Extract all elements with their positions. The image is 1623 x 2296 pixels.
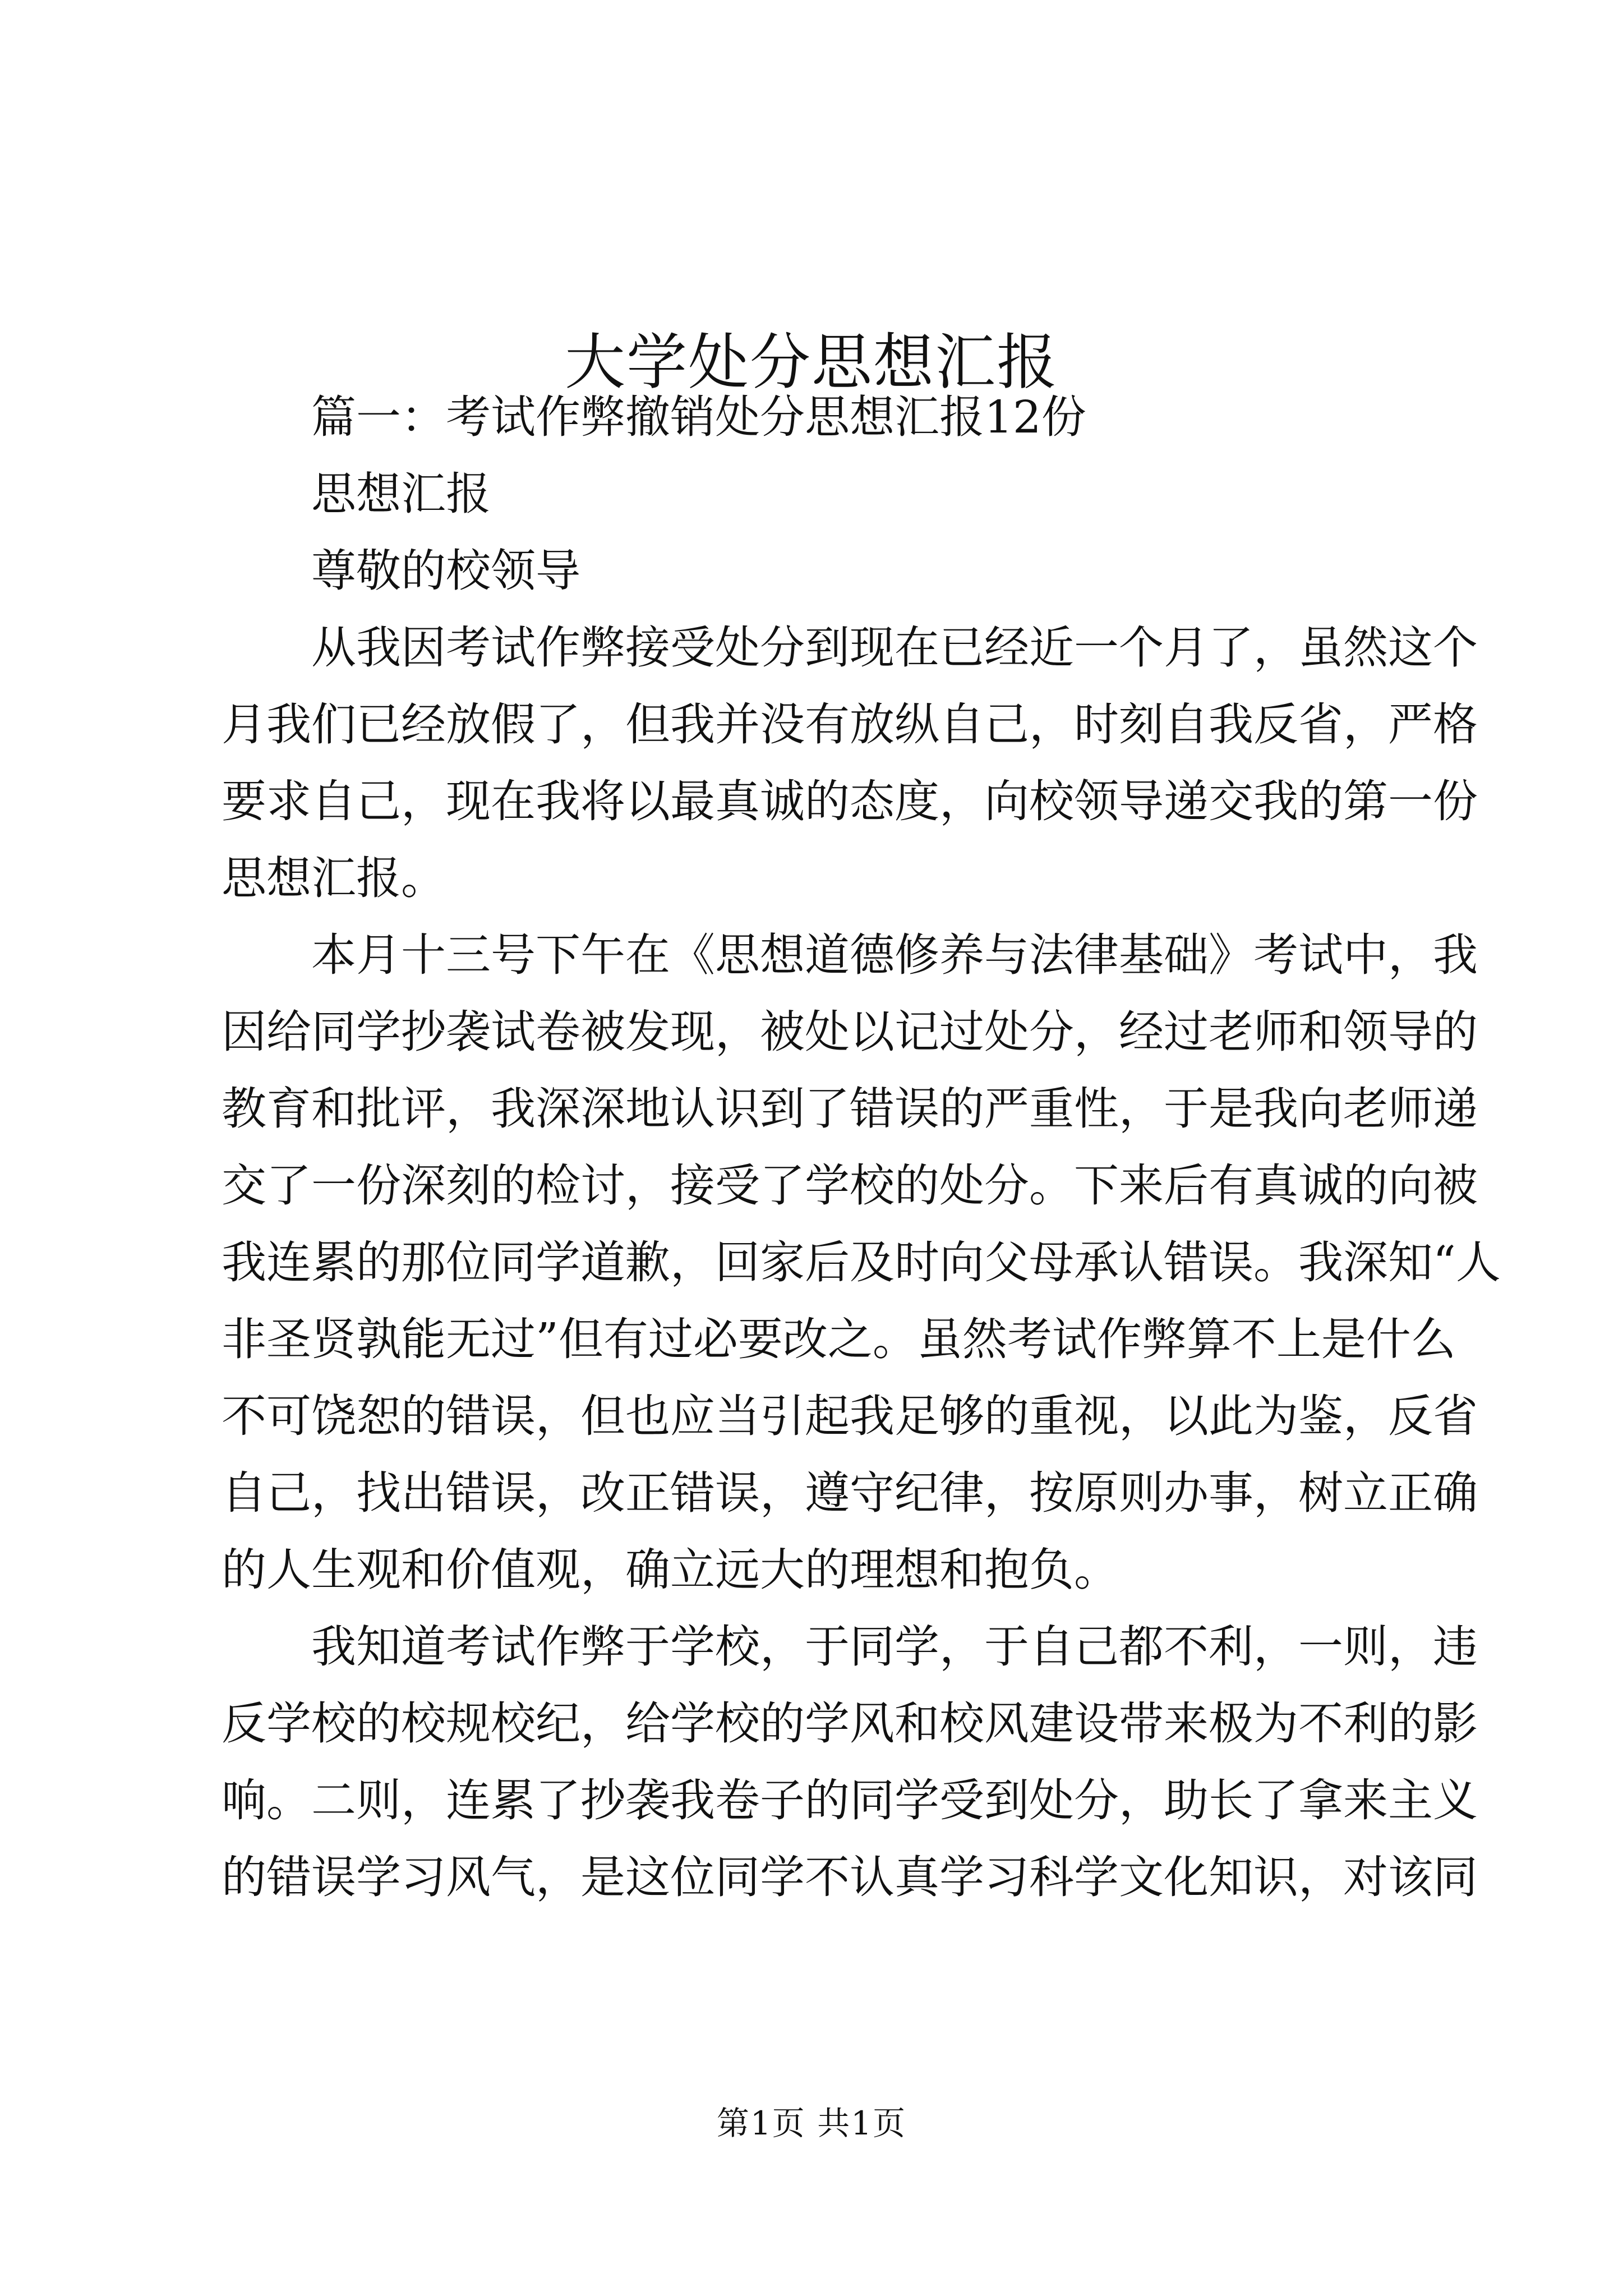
paragraph-line: 的人生观和价值观，确立远大的理想和抱负。 <box>222 1544 1119 1596</box>
paragraph-line: 自己，找出错误，改正错误，遵守纪律，按原则办事，树立正确 <box>222 1467 1478 1519</box>
salutation: 尊敬的校领导 <box>311 545 580 597</box>
paragraph-line: 不可饶恕的错误，但也应当引起我足够的重视，以此为鉴，反省 <box>222 1390 1478 1442</box>
document-title: 大学处分思想汇报 <box>564 328 1058 398</box>
paragraph-line: 交了一份深刻的检讨，接受了学校的处分。下来后有真诚的向被 <box>222 1159 1478 1212</box>
paragraph-1 <box>222 609 1478 917</box>
paragraph-line: 思想汇报。 <box>222 852 446 904</box>
paragraph-line: 的错误学习风气，是这位同学不认真学习科学文化知识，对该同 <box>222 1851 1478 1903</box>
paragraph-line: 我知道考试作弊于学校，于同学，于自己都不利，一则，违 <box>311 1621 1478 1673</box>
paragraph-2 <box>222 917 1501 1608</box>
paragraph-line: 要求自己，现在我将以最真诚的态度，向校领导递交我的第一份 <box>222 775 1478 827</box>
report-label: 思想汇报 <box>311 468 491 520</box>
paragraph-line: 月我们已经放假了，但我并没有放纵自己，时刻自我反省，严格 <box>222 698 1478 751</box>
paragraph-line: 本月十三号下午在《思想道德修养与法律基础》考试中，我 <box>311 929 1478 981</box>
section-heading: 篇一：考试作弊撤销处分思想汇报12份 <box>311 391 1086 443</box>
paragraph-line: 因给同学抄袭试卷被发现，被处以记过处分，经过老师和领导的 <box>222 1006 1478 1058</box>
paragraph-line: 从我因考试作弊接受处分到现在已经近一个月了，虽然这个 <box>311 622 1478 674</box>
paragraph-line: 响。二则，连累了抄袭我卷子的同学受到处分，助长了拿来主义 <box>222 1774 1478 1826</box>
paragraph-line: 反学校的校规校纪，给学校的学风和校风建设带来极为不利的影 <box>222 1697 1478 1750</box>
paragraph-line: 教育和批评，我深深地认识到了错误的严重性，于是我向老师递 <box>222 1083 1478 1135</box>
paragraph-3 <box>222 1608 1478 1916</box>
paragraph-line: 非圣贤孰能无过”但有过必要改之。虽然考试作弊算不上是什么 <box>222 1313 1456 1365</box>
document-body <box>222 379 1501 1916</box>
page-footer: 第1页 共1页 <box>716 2104 907 2142</box>
paragraph-line: 我连累的那位同学道歉，回家后及时向父母承认错误。我深知“人 <box>222 1236 1501 1289</box>
